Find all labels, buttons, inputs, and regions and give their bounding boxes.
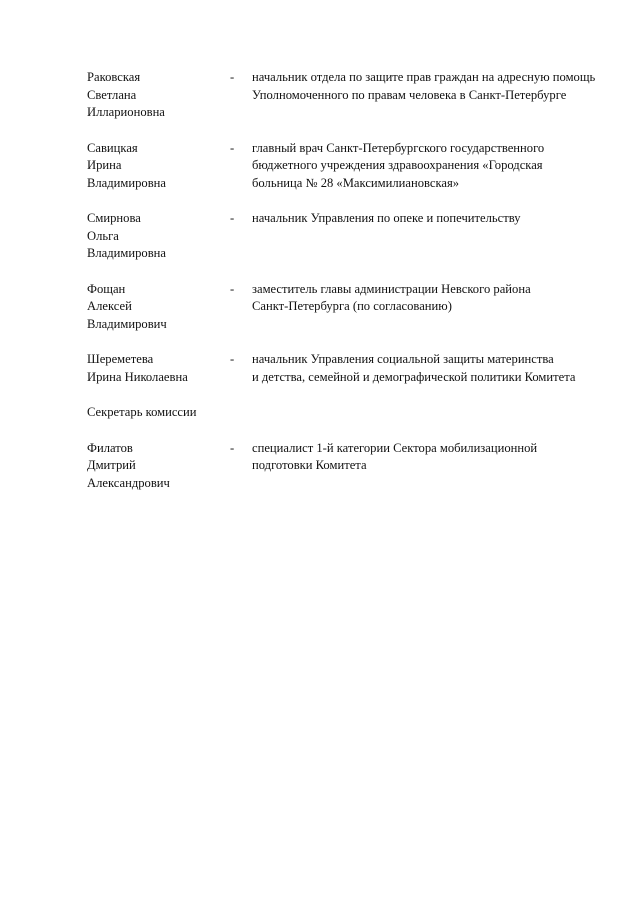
member-surname: Смирнова <box>87 211 141 225</box>
member-position <box>252 69 617 104</box>
secretary-name <box>87 440 230 493</box>
member-name <box>87 281 230 334</box>
commission-member-list <box>87 69 617 510</box>
member-first-name: Ольга <box>87 228 119 243</box>
position-line: специалист 1-й категории Сектора мобилизационной <box>252 440 538 455</box>
position-line: Санкт-Петербурга (по согласованию) <box>252 299 452 313</box>
member-patronymic: Владимировна <box>87 175 166 190</box>
member-entry <box>87 281 617 334</box>
member-first-and-patronymic: Ирина Николаевна <box>87 369 188 384</box>
position-line: больница № 28 «Максимилиановская» <box>252 175 460 190</box>
member-position <box>252 140 617 193</box>
member-patronymic: Илларионовна <box>87 105 165 119</box>
dash-separator: - <box>230 352 235 366</box>
member-entry <box>87 351 617 386</box>
member-first-name: Светлана <box>87 87 137 102</box>
secretary-first-name: Дмитрий <box>87 458 136 472</box>
member-surname: Фощан <box>87 281 126 296</box>
dash-separator: - <box>230 140 235 155</box>
secretary-heading: Секретарь комиссии <box>87 405 197 419</box>
position-line: бюджетного учреждения здравоохранения «Городская <box>252 158 543 172</box>
member-surname: Раковская <box>87 70 141 84</box>
member-position <box>252 351 617 386</box>
member-position <box>252 281 617 316</box>
secretary-entry <box>87 440 617 493</box>
position-line: заместитель главы администрации Невского района <box>252 281 531 296</box>
member-name <box>87 351 230 386</box>
position-line: и детства, семейной и демографической политики Комитета <box>252 369 576 384</box>
member-first-name: Алексей <box>87 299 132 313</box>
member-name <box>87 210 230 263</box>
member-name <box>87 140 230 193</box>
member-position <box>252 210 617 228</box>
position-line: подготовки Комитета <box>252 458 367 472</box>
position-line: главный врач Санкт-Петербургского государственного <box>252 140 545 155</box>
dash-separator: - <box>230 281 235 296</box>
secretary-patronymic: Александрович <box>87 475 170 490</box>
member-name <box>87 69 230 122</box>
position-line: начальник отдела по защите прав граждан на адресную помощь <box>252 70 596 84</box>
dash-separator: - <box>230 440 235 455</box>
position-line: начальник Управления социальной защиты материнства <box>252 352 554 366</box>
dash-separator: - <box>230 211 235 225</box>
member-entry <box>87 140 617 193</box>
member-entry <box>87 210 617 263</box>
member-entry <box>87 69 617 122</box>
dash-separator: - <box>230 70 235 84</box>
member-surname: Савицкая <box>87 140 138 155</box>
member-patronymic: Владимировна <box>87 246 166 260</box>
secretary-surname: Филатов <box>87 440 133 455</box>
member-surname: Шереметева <box>87 352 154 366</box>
member-first-name: Ирина <box>87 158 122 172</box>
position-line: Уполномоченного по правам человека в Санкт-Петербурге <box>252 87 567 102</box>
secretary-position <box>252 440 617 475</box>
member-patronymic: Владимирович <box>87 316 167 331</box>
position-line: начальник Управления по опеке и попечительству <box>252 211 521 225</box>
